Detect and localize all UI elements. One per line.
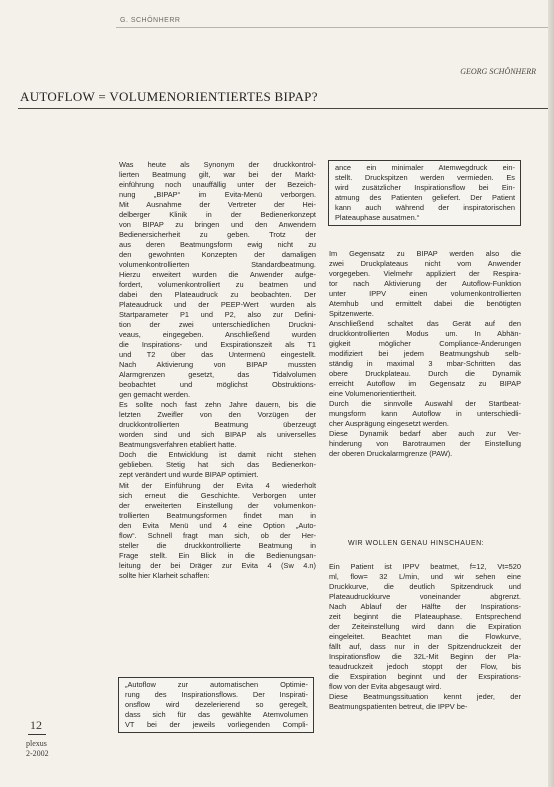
article-title: AUTOFLOW = VOLUMENORIENTIERTES BIPAP? bbox=[20, 89, 318, 104]
text-line: Anschließend schaltet das Gerät auf den bbox=[329, 319, 521, 329]
text-line: nung „BIPAP“ im Evita-Menü verborgen. bbox=[119, 190, 316, 200]
text-line: Nach Ablauf der Hälfte der Inspirations- bbox=[329, 602, 521, 612]
text-line: Bedienersicherheit zu geben. Trotz der bbox=[119, 230, 316, 240]
text-line: sich erneut die Geschichte. Verborgen unter bbox=[119, 490, 316, 500]
text-line: worden sind und sich BIPAP als universelles bbox=[119, 430, 316, 440]
author-name: GEORG SCHÖNHERR bbox=[460, 67, 536, 76]
text-line: Ein Patient ist IPPV beatmet, f=12, Vt=520 bbox=[329, 562, 521, 571]
text-line: zeit beginnt die Plateauphase. Entsprechend bbox=[329, 612, 521, 622]
text-line: flow“. Schnell fragt man sich, ob der Her- bbox=[119, 530, 316, 540]
text-line: Alarmgrenzen gesetzt, das Tidalvolumen bbox=[119, 370, 316, 380]
text-line: Plateaudruck und der PEEP-Wert wurden als bbox=[119, 300, 316, 310]
page-binding-edge bbox=[548, 0, 554, 787]
text-line: der Zeiteinstellung wird dann die Expiration bbox=[329, 622, 521, 632]
text-line: kann auch während der inspiratorischen bbox=[335, 203, 515, 213]
text-line: wird zusätzlicher Inspirationsflow bei Ein- bbox=[335, 183, 515, 193]
text-line: geblieben. Stetig hat sich das Bedienerkon- bbox=[119, 460, 316, 470]
text-line: gen gemacht werden. bbox=[119, 390, 191, 400]
text-line: dass sich für das gewählte Atemvolumen bbox=[125, 710, 308, 720]
text-line: ance ein minimaler Atemwegdruck ein- bbox=[335, 163, 515, 172]
running-header-left: G. SCHÖNHERR bbox=[120, 17, 181, 24]
text-line: Inspirationsflow die 32L-Mit Beginn der Pla- bbox=[329, 652, 521, 662]
text-line: Frage stellt. Ein Blick in die Bedienungsan- bbox=[119, 550, 316, 560]
text-line: Was heute als Synonym der druckkontrol- bbox=[119, 160, 316, 169]
text-line: Plateauphase ausatmen.“ bbox=[335, 213, 420, 223]
page-number: 12 bbox=[30, 718, 42, 732]
text-line: Plateaudruckkurve voneinander abgrenzt. bbox=[329, 592, 521, 602]
text-line: hinderung von Barotraumen der Einstellung bbox=[329, 439, 521, 449]
text-line: von BIPAP zu bringen und den Anwendern bbox=[119, 220, 316, 230]
text-line: VT bei der jeweils vorliegenden Compli- bbox=[125, 720, 308, 730]
journal-info bbox=[26, 739, 49, 759]
text-line: veaus, eingegeben. Anschließend wurden bbox=[119, 330, 316, 340]
journal-issue: 2-2002 bbox=[26, 749, 49, 758]
text-line: Doch die Entwicklung ist damit nicht stehen bbox=[119, 450, 316, 460]
text-line: Durch die sinnvolle Auswahl der Startbeat- bbox=[329, 399, 521, 409]
left-column bbox=[119, 160, 316, 581]
text-line: ständig in maximal 3 mbar-Schritten das bbox=[329, 359, 521, 369]
text-line: delberger Klinik in der Bedienerkonzept bbox=[119, 210, 316, 220]
text-line: zept verändert und wurde BIPAP optimiert. bbox=[119, 470, 259, 480]
journal-name: plexus bbox=[26, 739, 47, 748]
text-line: eingeleitet. Beachtet man die Flowkurve, bbox=[329, 632, 521, 642]
text-line: Diese Dynamik bedarf aber auch zur Ver- bbox=[329, 429, 521, 439]
text-line: Atemhub und ermittelt dabei die benötigten bbox=[329, 299, 521, 309]
text-line: rung des Inspirationsflows. Der Inspirati- bbox=[125, 690, 308, 700]
text-line: Es sollte noch fast zehn Jahre dauern, bis die bbox=[119, 400, 316, 410]
text-line: ml, flow= 32 L/min, und wir sehen eine bbox=[329, 572, 521, 582]
text-line: vorgegeben. Vielmehr appliziert der Respira- bbox=[329, 269, 521, 279]
quote-box-bottom bbox=[118, 677, 314, 733]
text-line: druckkontrollierten Modus um. In Abhän- bbox=[329, 329, 521, 339]
text-line: beobachtet und möglichst Obstruktions- bbox=[119, 380, 316, 390]
text-line: druckkontrollierten Beatmung überzeugt bbox=[119, 420, 316, 430]
text-line: sollte hier Klarheit schaffen: bbox=[119, 570, 210, 580]
text-line: Spitzenwerte. bbox=[329, 309, 374, 319]
text-line: atmung des Patienten geliefert. Der Patient bbox=[335, 193, 515, 203]
text-line: onsflow wird dezelerierend so geregelt, bbox=[125, 700, 308, 710]
text-line: eine Volumenorientiertheit. bbox=[329, 389, 417, 399]
title-underline bbox=[18, 108, 548, 109]
text-line: gigkeit möglicher Compliance-Änderungen bbox=[329, 339, 521, 349]
header-rule bbox=[116, 27, 548, 28]
text-line: aus deren Beatmungsform ewig nicht zu bbox=[119, 240, 316, 250]
text-line: den Evita Menü und 4 eine Option „Auto- bbox=[119, 520, 316, 530]
text-line: und T2 über das Untermenü eingestellt. bbox=[119, 350, 316, 360]
text-line: Druckkurve, die deutlich Spitzendruck und bbox=[329, 582, 521, 592]
text-line: Hierzu erweitert wurden die Anwender aufge- bbox=[119, 270, 316, 280]
text-line: flow von der Evita abgesaugt wird. bbox=[329, 682, 442, 692]
text-line: obere Druckplateau. Durch die Dynamik bbox=[329, 369, 521, 379]
text-line: Diese Beatmungssituation kennt jeder, der bbox=[329, 692, 521, 702]
text-line: unter IPPV einen volumenkontrollierten bbox=[329, 289, 521, 299]
text-line: fällt auf, dass nur in der Spitzendruckzeit der bbox=[329, 642, 521, 652]
text-line: dabei den Plateaudruck zu beobachten. Der bbox=[119, 290, 316, 300]
text-line: den gewohnten Konzepten der damaligen bbox=[119, 250, 316, 260]
text-line: zwei Druckplateaus nicht vom Anwender bbox=[329, 259, 521, 269]
text-line: Beatmungsverfahren etabliert hatte. bbox=[119, 440, 237, 450]
section-subheading: WIR WOLLEN GENAU HINSCHAUEN: bbox=[348, 540, 485, 547]
text-line: letzten Zweifler von den Vorzügen der bbox=[119, 410, 316, 420]
text-line: trollierten Beatmungsformen findet man in bbox=[119, 510, 316, 520]
text-line: stellt. Druckspitzen werden vermieden. Es bbox=[335, 173, 515, 183]
text-line: steller die druckkontrollierte Beatmung in bbox=[119, 540, 316, 550]
text-line: Im Gegensatz zu BIPAP werden also die bbox=[329, 249, 521, 258]
text-line: Startparameter P1 und P2, also zur Defini- bbox=[119, 310, 316, 320]
text-line: Mit der Einführung der Evita 4 wiederholt bbox=[119, 480, 316, 490]
text-line: leitung der bei Dräger zur Evita 4 (Sw 4.n) bbox=[119, 560, 316, 570]
text-line: tion der zwei unterschiedlichen Druckni- bbox=[119, 320, 316, 330]
text-line: Nach Aktivierung von BIPAP mussten bbox=[119, 360, 316, 370]
text-line: teaudruckzeit jedoch stoppt der Flow, bis bbox=[329, 662, 521, 672]
text-line: fordert, volumenkontrolliert zu beatmen und bbox=[119, 280, 316, 290]
text-line: cher Ausprägung eingesetzt werden. bbox=[329, 419, 449, 429]
text-line: modifiziert bei jedem Beatmungshub selb- bbox=[329, 349, 521, 359]
page-number-rule bbox=[28, 734, 46, 735]
text-line: der oberen Druckalarmgrenze (PAW). bbox=[329, 449, 453, 459]
text-line: der erweiterten Einstellung der volumenkon- bbox=[119, 500, 316, 510]
text-line: Mit Ausnahme der Vertreter der Hei- bbox=[119, 200, 316, 210]
text-line: einführung noch unauffällig unter der Bezeich- bbox=[119, 180, 316, 190]
text-line: die Exspiration beginnt und der Exspirations- bbox=[329, 672, 521, 682]
right-column bbox=[329, 249, 521, 459]
right-column-continued bbox=[329, 562, 521, 712]
quote-box-top bbox=[328, 160, 521, 226]
text-line: tor nach Aktivierung der Autoflow-Funktion bbox=[329, 279, 521, 289]
text-line: Beatmungspatienten betreut, die IPPV be- bbox=[329, 702, 468, 712]
text-line: die Inspirations- und Exspirationszeit als T1 bbox=[119, 340, 316, 350]
text-line: mungsform kann Autoflow in unterschiedli- bbox=[329, 409, 521, 419]
text-line: lierten Beatmung gilt, war bei der Markt- bbox=[119, 170, 316, 180]
text-line: volumenkontrollierten Standardbeatmung. bbox=[119, 260, 316, 270]
text-line: „Autoflow zur automatischen Optimie- bbox=[125, 680, 308, 689]
text-line: erreicht Autoflow im Gegensatz zu BIPAP bbox=[329, 379, 521, 389]
